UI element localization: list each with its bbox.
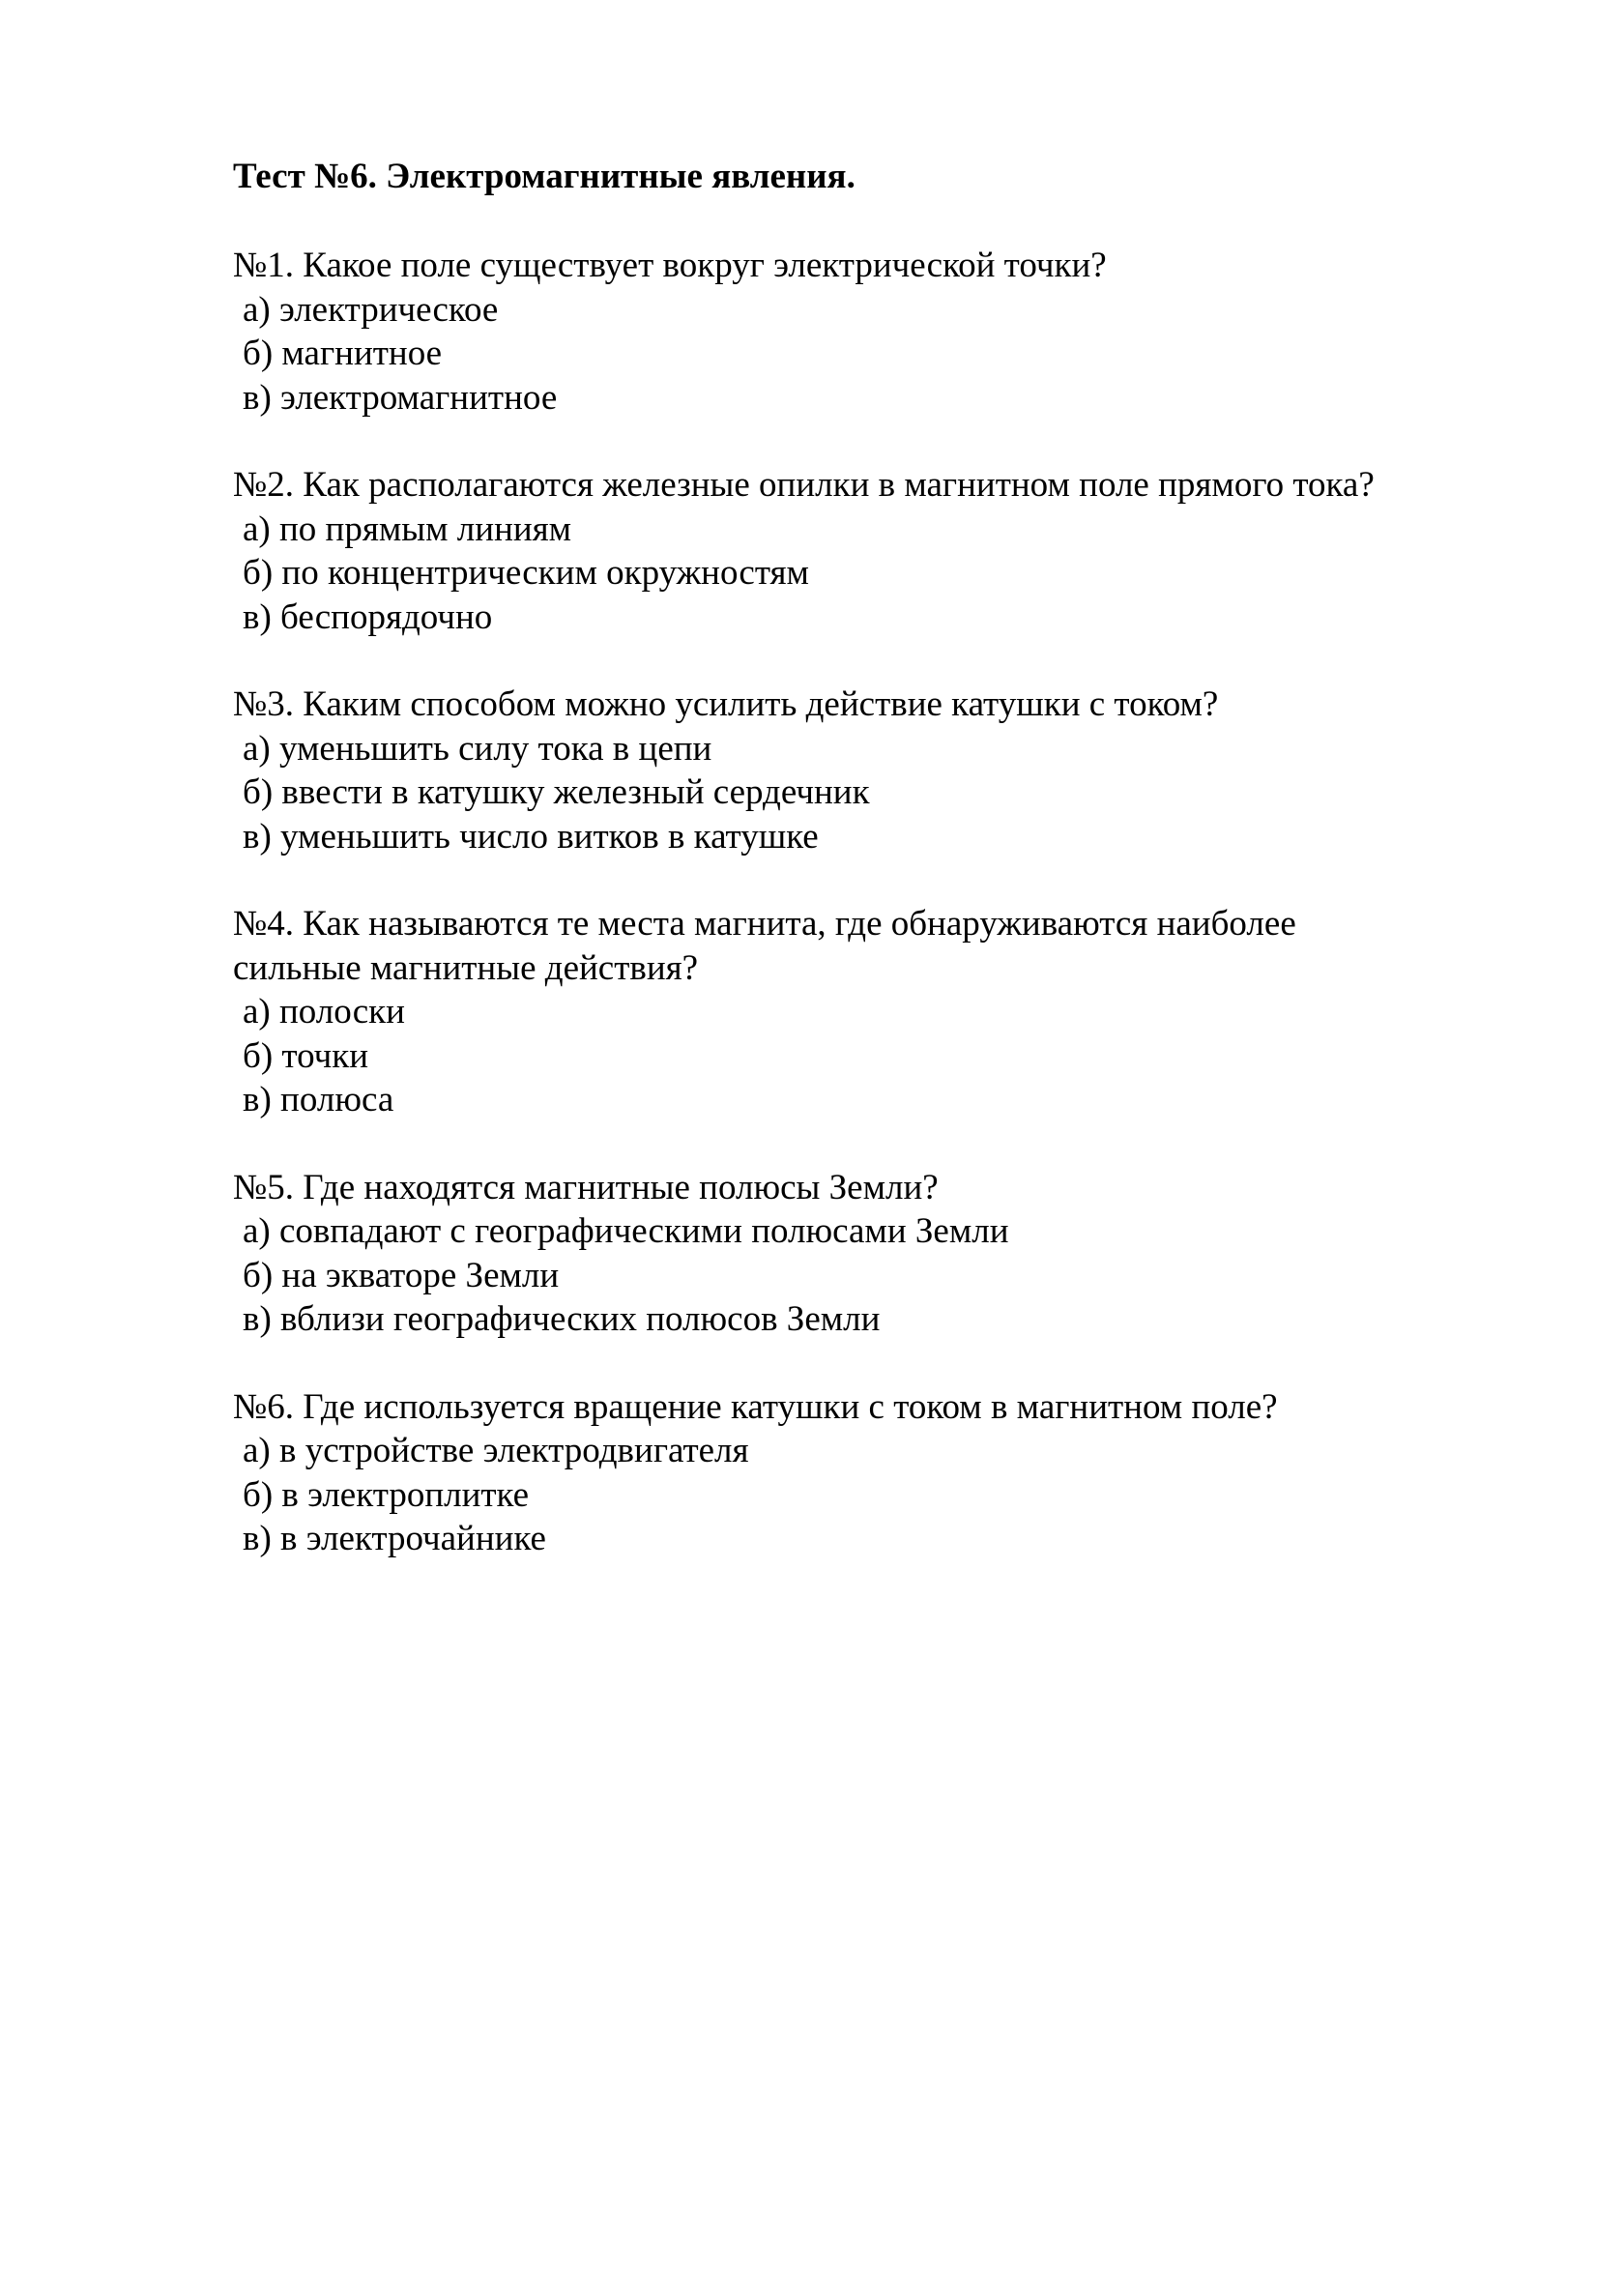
question-text: №5. Где находятся магнитные полюсы Земли? xyxy=(233,1167,939,1207)
question-text: №4. Как называются те места магнита, где обнаруживаются наиболее сильные магнитные действия? xyxy=(233,904,1296,988)
answer-option: в) беспорядочно xyxy=(243,596,493,637)
answer-option: в) в электрочайнике xyxy=(243,1519,546,1558)
question-1 xyxy=(233,244,1567,420)
answer-option: а) в устройстве электродвигателя xyxy=(243,1431,749,1470)
test-title: Тест №6. Электромагнитные явления. xyxy=(233,157,856,196)
answer-option: в) уменьшить число витков в катушке xyxy=(243,816,819,857)
answer-option: а) электрическое xyxy=(243,289,499,330)
answer-option: в) полюса xyxy=(243,1080,394,1119)
answer-option: в) вблизи географических полюсов Земли xyxy=(243,1299,881,1339)
answer-option: б) на экваторе Земли xyxy=(243,1255,560,1295)
question-2 xyxy=(233,463,1567,639)
question-4 xyxy=(233,902,1567,1122)
answer-option: б) магнитное xyxy=(243,334,443,373)
answer-option: б) ввести в катушку железный сердечник xyxy=(243,772,870,812)
answer-option: а) уменьшить силу тока в цепи xyxy=(243,728,712,769)
answer-option: б) по концентрическим окружностям xyxy=(243,553,809,593)
answer-option: б) точки xyxy=(243,1035,369,1076)
question-text: №1. Какое поле существует вокруг электрической точки? xyxy=(233,246,1107,285)
answer-option: в) электромагнитное xyxy=(243,377,558,418)
question-6 xyxy=(233,1385,1567,1561)
question-text: №2. Как располагаются железные опилки в магнитном поле прямого тока? xyxy=(233,465,1375,505)
answer-option: а) по прямым линиям xyxy=(243,509,572,549)
question-text: №6. Где используется вращение катушки с током в магнитном поле? xyxy=(233,1386,1278,1427)
answer-option: б) в электроплитке xyxy=(243,1474,530,1515)
answer-option: а) совпадают с географическими полюсами Земли xyxy=(243,1211,1009,1251)
answer-option: а) полоски xyxy=(243,992,405,1032)
question-5 xyxy=(233,1166,1567,1342)
document-page xyxy=(233,155,1567,1605)
question-3 xyxy=(233,683,1567,858)
question-text: №3. Каким способом можно усилить действие катушки с током? xyxy=(233,684,1219,724)
